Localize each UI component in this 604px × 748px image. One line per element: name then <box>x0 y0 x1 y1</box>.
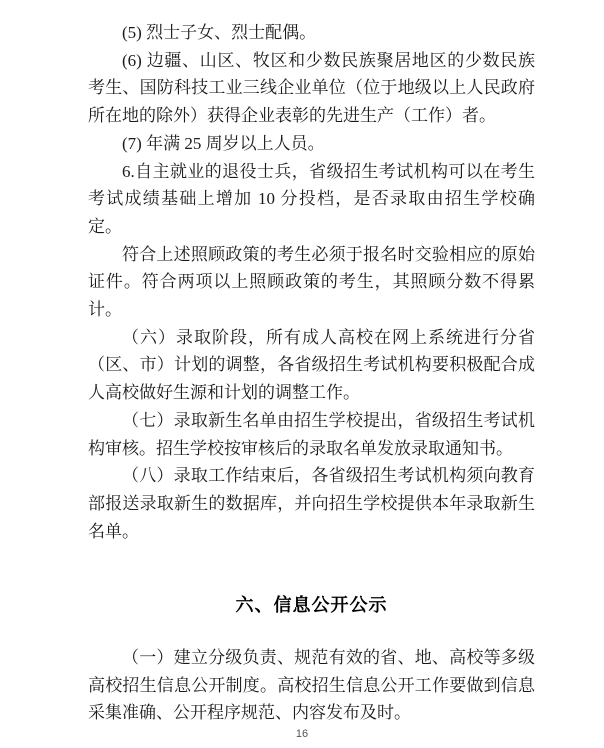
paragraph-section-six: （六）录取阶段，所有成人高校在网上系统进行分省（区、市）计划的调整，各省级招生考试机构要积极配合成人高校做好生源和计划的调整工作。 <box>88 327 535 403</box>
page-number: 16 <box>295 728 309 740</box>
paragraph-item-6: (6) 边疆、山区、牧区和少数民族聚居地区的少数民族考生、国防科技工业三线企业单位（位于地级以上人民政府所在地的除外）获得企业表彰的先进生产（工作）者。 <box>88 50 535 126</box>
paragraph-section-eight: （八）录取工作结束后，各省级招生考试机构须向教育部报送录取新生的数据库，并向招生学校提供本年录取新生名单。 <box>88 466 535 541</box>
paragraph-info-disclosure: （一）建立分级负责、规范有效的省、地、高校等多级高校招生信息公开制度。高校招生信息公开工作要做到信息采集准确、公开程序规范、内容发布及时。 <box>88 648 535 723</box>
page-body <box>88 19 535 727</box>
section-heading: 六、信息公开公示 <box>235 595 388 616</box>
paragraph-clause-6: 6.自主就业的退役士兵，省级招生考试机构可以在考生考试成绩基础上增加 10 分投档，是否录取由招生学校确定。 <box>88 161 535 236</box>
paragraph-item-5: (5) 烈士子女、烈士配偶。 <box>122 23 317 42</box>
paragraph-item-7: (7) 年满 25 周岁以上人员。 <box>122 133 325 153</box>
paragraph-section-seven: （七）录取新生名单由招生学校提出，省级招生考试机构审核。招生学校按审核后的录取名单发放录取通知书。 <box>88 410 535 458</box>
paragraph-policy-note: 符合上述照顾政策的考生必须于报名时交验相应的原始证件。符合两项以上照顾政策的考生，其照顾分数不得累计。 <box>88 244 535 320</box>
